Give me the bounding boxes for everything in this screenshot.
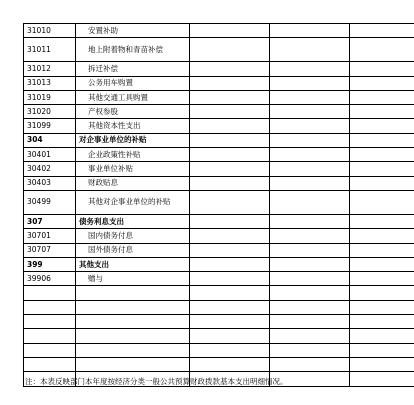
row-amount-cell (350, 90, 414, 104)
row-amount-cell (190, 257, 270, 271)
table-row (24, 329, 414, 343)
row-amount-cell (270, 76, 350, 90)
row-amount-cell (190, 300, 270, 314)
row-name-cell: 财政贴息 (76, 176, 190, 190)
table-row (24, 343, 414, 357)
row-amount-cell (270, 148, 350, 162)
row-amount-cell (190, 133, 270, 147)
row-amount-cell (270, 190, 350, 214)
table-row (24, 76, 414, 90)
table-group-row (24, 257, 414, 271)
row-amount-cell (270, 24, 350, 38)
row-name-cell: 对企事业单位的补贴 (76, 133, 190, 147)
row-name-cell: 国外债务付息 (76, 243, 190, 257)
row-code-cell: 307 (24, 214, 76, 228)
row-amount-cell (270, 119, 350, 133)
row-amount-cell (190, 162, 270, 176)
row-amount-cell (350, 148, 414, 162)
row-code-cell: 30403 (24, 176, 76, 190)
table-group-row (24, 133, 414, 147)
row-amount-cell (350, 38, 414, 62)
row-code-cell: 30701 (24, 229, 76, 243)
row-amount-cell (190, 315, 270, 329)
row-amount-cell (350, 286, 414, 300)
row-name-cell: 其他交通工具购置 (76, 90, 190, 104)
row-name-cell (76, 315, 190, 329)
row-code-cell (24, 300, 76, 314)
table-body (24, 24, 414, 387)
row-amount-cell (190, 329, 270, 343)
row-code-cell: 31019 (24, 90, 76, 104)
row-name-cell: 其他支出 (76, 257, 190, 271)
row-amount-cell (270, 176, 350, 190)
expenditure-detail-table (23, 23, 414, 387)
row-amount-cell (270, 257, 350, 271)
row-amount-cell (270, 243, 350, 257)
row-code-cell: 39906 (24, 272, 76, 286)
row-amount-cell (270, 286, 350, 300)
row-amount-cell (270, 229, 350, 243)
row-amount-cell (190, 229, 270, 243)
row-name-cell: 地上附着物和青苗补偿 (76, 38, 190, 62)
table-row (24, 243, 414, 257)
row-amount-cell (190, 38, 270, 62)
row-amount-cell (190, 176, 270, 190)
row-amount-cell (350, 229, 414, 243)
row-code-cell: 31020 (24, 105, 76, 119)
row-code-cell: 31013 (24, 76, 76, 90)
row-name-cell (76, 357, 190, 371)
table-row (24, 62, 414, 76)
row-amount-cell (190, 243, 270, 257)
row-amount-cell (350, 176, 414, 190)
row-amount-cell (350, 357, 414, 371)
table-row (24, 24, 414, 38)
row-amount-cell (350, 24, 414, 38)
row-amount-cell (350, 76, 414, 90)
row-amount-cell (350, 190, 414, 214)
row-amount-cell (270, 133, 350, 147)
table-row (24, 38, 414, 62)
row-code-cell: 31099 (24, 119, 76, 133)
row-code-cell: 31012 (24, 62, 76, 76)
row-amount-cell (350, 343, 414, 357)
row-code-cell: 30401 (24, 148, 76, 162)
row-amount-cell (350, 62, 414, 76)
row-amount-cell (190, 76, 270, 90)
row-code-cell: 304 (24, 133, 76, 147)
row-amount-cell (350, 257, 414, 271)
row-amount-cell (270, 90, 350, 104)
row-amount-cell (350, 162, 414, 176)
row-name-cell (76, 343, 190, 357)
row-amount-cell (190, 90, 270, 104)
row-amount-cell (190, 214, 270, 228)
table-row (24, 176, 414, 190)
row-amount-cell (350, 329, 414, 343)
row-amount-cell (190, 105, 270, 119)
row-amount-cell (190, 272, 270, 286)
row-name-cell (76, 300, 190, 314)
row-amount-cell (270, 343, 350, 357)
row-amount-cell (190, 119, 270, 133)
row-amount-cell (350, 243, 414, 257)
row-amount-cell (190, 190, 270, 214)
row-amount-cell (350, 272, 414, 286)
table-group-row (24, 214, 414, 228)
row-code-cell (24, 343, 76, 357)
row-amount-cell (270, 38, 350, 62)
row-name-cell: 企业政策性补贴 (76, 148, 190, 162)
row-amount-cell (270, 162, 350, 176)
row-amount-cell (270, 329, 350, 343)
table-row (24, 286, 414, 300)
row-name-cell (76, 329, 190, 343)
row-name-cell: 安置补助 (76, 24, 190, 38)
row-amount-cell (350, 315, 414, 329)
row-amount-cell (350, 300, 414, 314)
table-row (24, 315, 414, 329)
table-row (24, 300, 414, 314)
row-name-cell: 赠与 (76, 272, 190, 286)
row-code-cell (24, 315, 76, 329)
row-amount-cell (190, 148, 270, 162)
row-code-cell (24, 286, 76, 300)
table-row (24, 229, 414, 243)
row-amount-cell (270, 105, 350, 119)
row-amount-cell (190, 62, 270, 76)
row-amount-cell (190, 343, 270, 357)
row-amount-cell (270, 300, 350, 314)
row-amount-cell (270, 315, 350, 329)
row-code-cell: 31010 (24, 24, 76, 38)
row-code-cell: 30402 (24, 162, 76, 176)
row-name-cell: 拆迁补偿 (76, 62, 190, 76)
row-code-cell: 30707 (24, 243, 76, 257)
row-amount-cell (270, 214, 350, 228)
row-name-cell: 国内债务付息 (76, 229, 190, 243)
row-amount-cell (190, 286, 270, 300)
row-amount-cell (190, 357, 270, 371)
row-code-cell: 31011 (24, 38, 76, 62)
table-row (24, 162, 414, 176)
row-name-cell: 产权参股 (76, 105, 190, 119)
row-amount-cell (270, 272, 350, 286)
row-name-cell: 其他资本性支出 (76, 119, 190, 133)
row-name-cell: 事业单位补贴 (76, 162, 190, 176)
row-amount-cell (270, 62, 350, 76)
table-row (24, 357, 414, 371)
table-row (24, 90, 414, 104)
table-row (24, 119, 414, 133)
row-name-cell: 其他对企事业单位的补贴 (76, 190, 190, 214)
row-amount-cell (270, 357, 350, 371)
table-footnote: 注：本表反映部门本年度按经济分类一般公共预算财政拨款基本支出明细情况。 (25, 377, 288, 386)
row-name-cell: 公务用车购置 (76, 76, 190, 90)
row-name-cell: 债务利息支出 (76, 214, 190, 228)
row-amount-cell (190, 24, 270, 38)
row-amount-cell (350, 372, 414, 386)
row-name-cell (76, 286, 190, 300)
table-row (24, 105, 414, 119)
row-code-cell (24, 357, 76, 371)
row-code-cell: 30499 (24, 190, 76, 214)
table-row (24, 272, 414, 286)
table-row (24, 190, 414, 214)
table-row (24, 148, 414, 162)
row-code-cell: 399 (24, 257, 76, 271)
row-amount-cell (350, 133, 414, 147)
row-amount-cell (350, 214, 414, 228)
row-amount-cell (350, 105, 414, 119)
row-code-cell (24, 329, 76, 343)
row-amount-cell (350, 119, 414, 133)
